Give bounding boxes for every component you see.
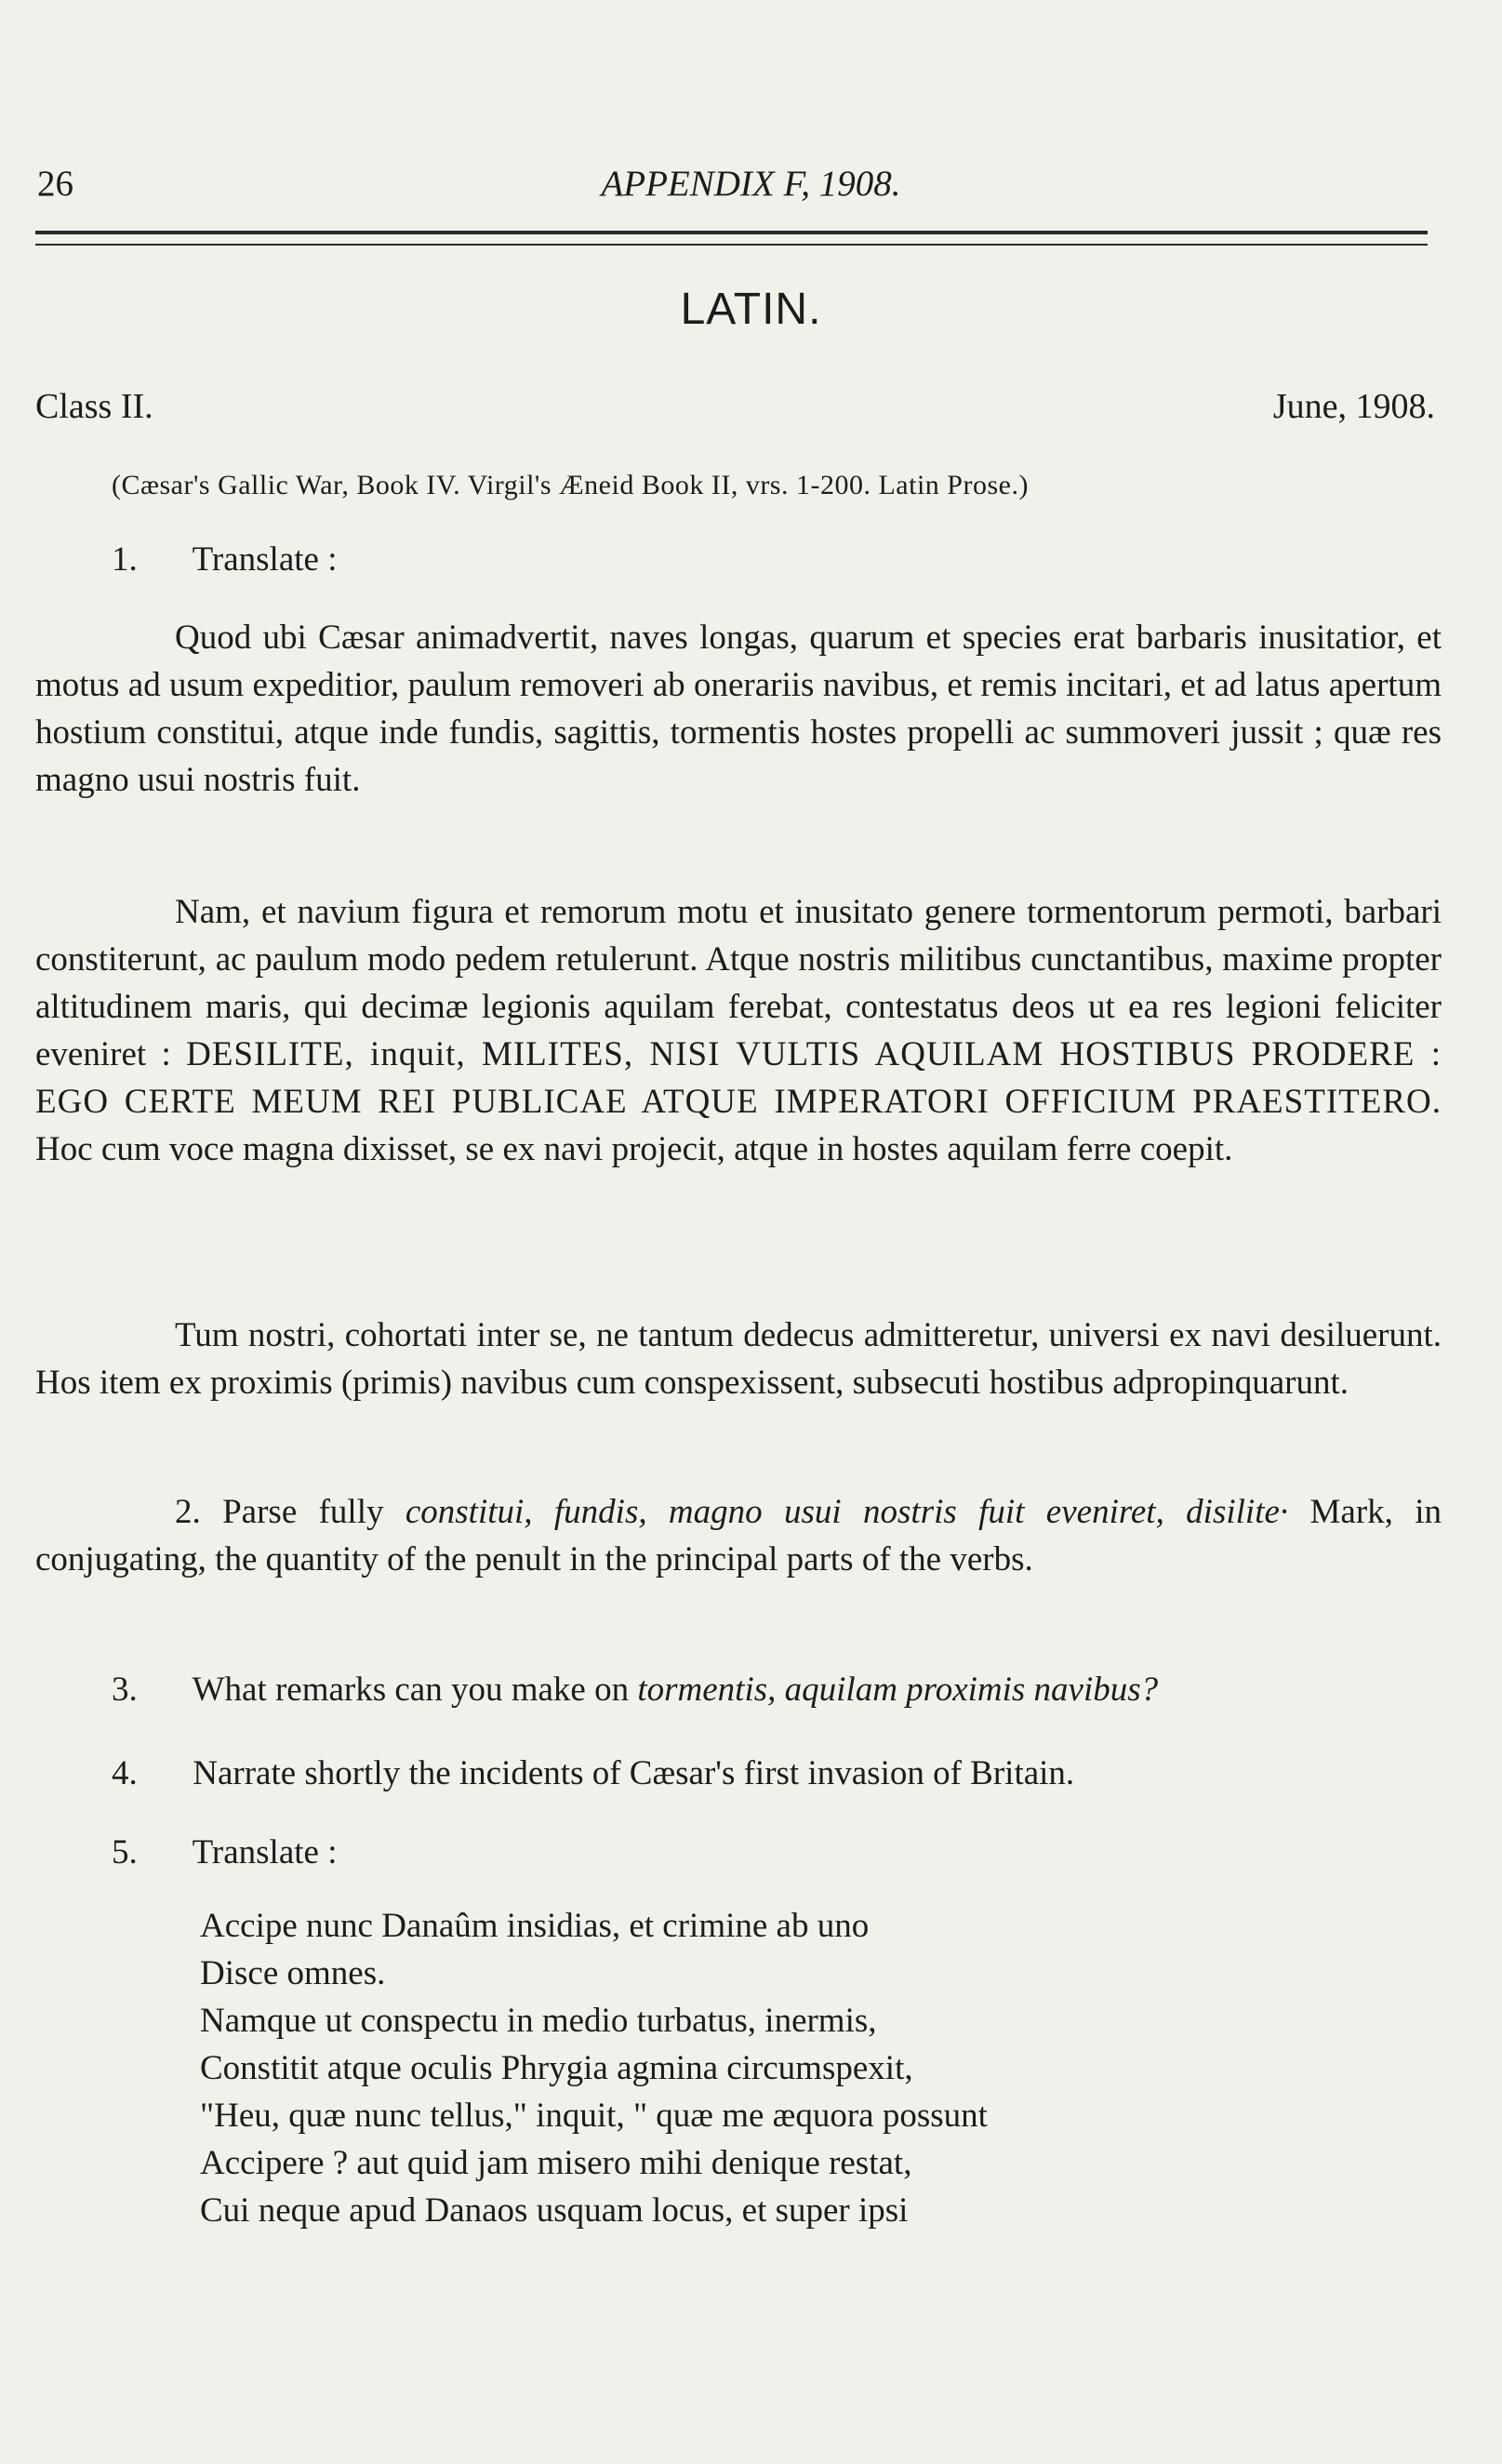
question-5-instruction: Translate : — [192, 1833, 338, 1871]
passage-paragraph-1: Quod ubi Cæsar animadvertit, naves longas, quarum et species erat barbaris inusitatior, et motus ad usum expeditior, paulum removeri ab onerariis navibus, et remis incitari, et ad latus apertum hostium constitui, atque inde fundis, sagittis, tormentis hostes propelli ac summoveri jussit ; quæ res magno usui nostris fuit. — [35, 619, 1442, 799]
question-2-words: constitui, fundis, magno usui nostris fuit eveniret, disilite· — [405, 1493, 1289, 1531]
page-number: 26 — [37, 164, 73, 204]
question-3-lead: What remarks can you make on — [192, 1671, 630, 1709]
question-4-text: Narrate shortly the incidents of Cæsar's first invasion of Britain. — [193, 1754, 1075, 1792]
paragraph-2-start: Nam, et navium figura et remorum motu et inusitato genere tormentorum permoti, barbari constiterunt, ac paulum modo pedem retulerunt. Atque nostris militibus cunctantibus, maxime propter altitudinem maris, qui decimæ legionis aquilam ferebat, contestatus deos ut ea res legioni feliciter eveniret : — [35, 893, 1442, 1073]
question-1-number: 1. — [112, 540, 138, 579]
header-rule-thick — [35, 231, 1428, 234]
question-5-number: 5. — [112, 1833, 138, 1871]
question-5-heading — [112, 1832, 1437, 1872]
verse-line: Accipere ? aut quid jam misero mihi denique restat, — [200, 2144, 912, 2182]
section-title: LATIN. — [680, 285, 822, 334]
question-3-number: 3. — [112, 1671, 138, 1709]
paragraph-2-end: Hoc cum voce magna dixisset, se ex navi projecit, atque in hostes aquilam ferre coepit. — [35, 1130, 1233, 1168]
verse-passage — [200, 1902, 1446, 2234]
question-2-rest: Mark, in conjugating, the quantity of the penult in the principal parts of the verbs. — [35, 1493, 1442, 1578]
sources-line: (Cæsar's Gallic War, Book IV. Virgil's Æneid Book II, vrs. 1-200. Latin Prose.) — [112, 470, 1029, 500]
question-1-instruction: Translate : — [192, 540, 338, 579]
question-3 — [112, 1670, 1437, 1710]
verse-line: Constitit atque oculis Phrygia agmina circumspexit, — [200, 2049, 913, 2087]
question-3-words: tormentis, aquilam proximis navibus? — [637, 1671, 1159, 1709]
running-head: APPENDIX F, 1908. — [601, 164, 901, 204]
passage-paragraph-2 — [35, 888, 1442, 1173]
verse-line: Cui neque apud Danaos usquam locus, et super ipsi — [200, 2191, 909, 2230]
question-2-number: 2. — [175, 1493, 201, 1531]
class-label: Class II. — [35, 387, 153, 426]
question-4-number: 4. — [112, 1754, 138, 1792]
verse-line: Disce omnes. — [200, 1954, 386, 1992]
page-header — [37, 163, 1465, 219]
exam-date: June, 1908. — [1272, 387, 1435, 426]
question-2-lead: Parse fully — [222, 1493, 384, 1531]
verse-line: Accipe nunc Danaûm insidias, et crimine ab uno — [200, 1907, 870, 1945]
header-rule-thin — [35, 244, 1428, 246]
question-2 — [35, 1488, 1442, 1583]
paragraph-2-speech: DESILITE, inquit, MILITES, NISI VULTIS AQUILAM HOSTIBUS PRODERE : EGO CERTE MEUM REI PUBLICAE ATQUE IMPERATORI OFFICIUM PRAESTITERO. — [35, 1035, 1442, 1121]
passage-paragraph-3: Tum nostri, cohortati inter se, ne tantum dedecus admitteretur, universi ex navi desiluerunt. Hos item ex proximis (primis) navibus cum conspexissent, subsecuti hostibus adpropinquarunt. — [35, 1316, 1442, 1402]
question-1-heading — [112, 539, 1437, 579]
question-4 — [112, 1753, 1437, 1793]
verse-line: Namque ut conspectu in medio turbatus, inermis, — [200, 2002, 877, 2040]
verse-line: "Heu, quæ nunc tellus," inquit, " quæ me æquora possunt — [200, 2097, 988, 2135]
